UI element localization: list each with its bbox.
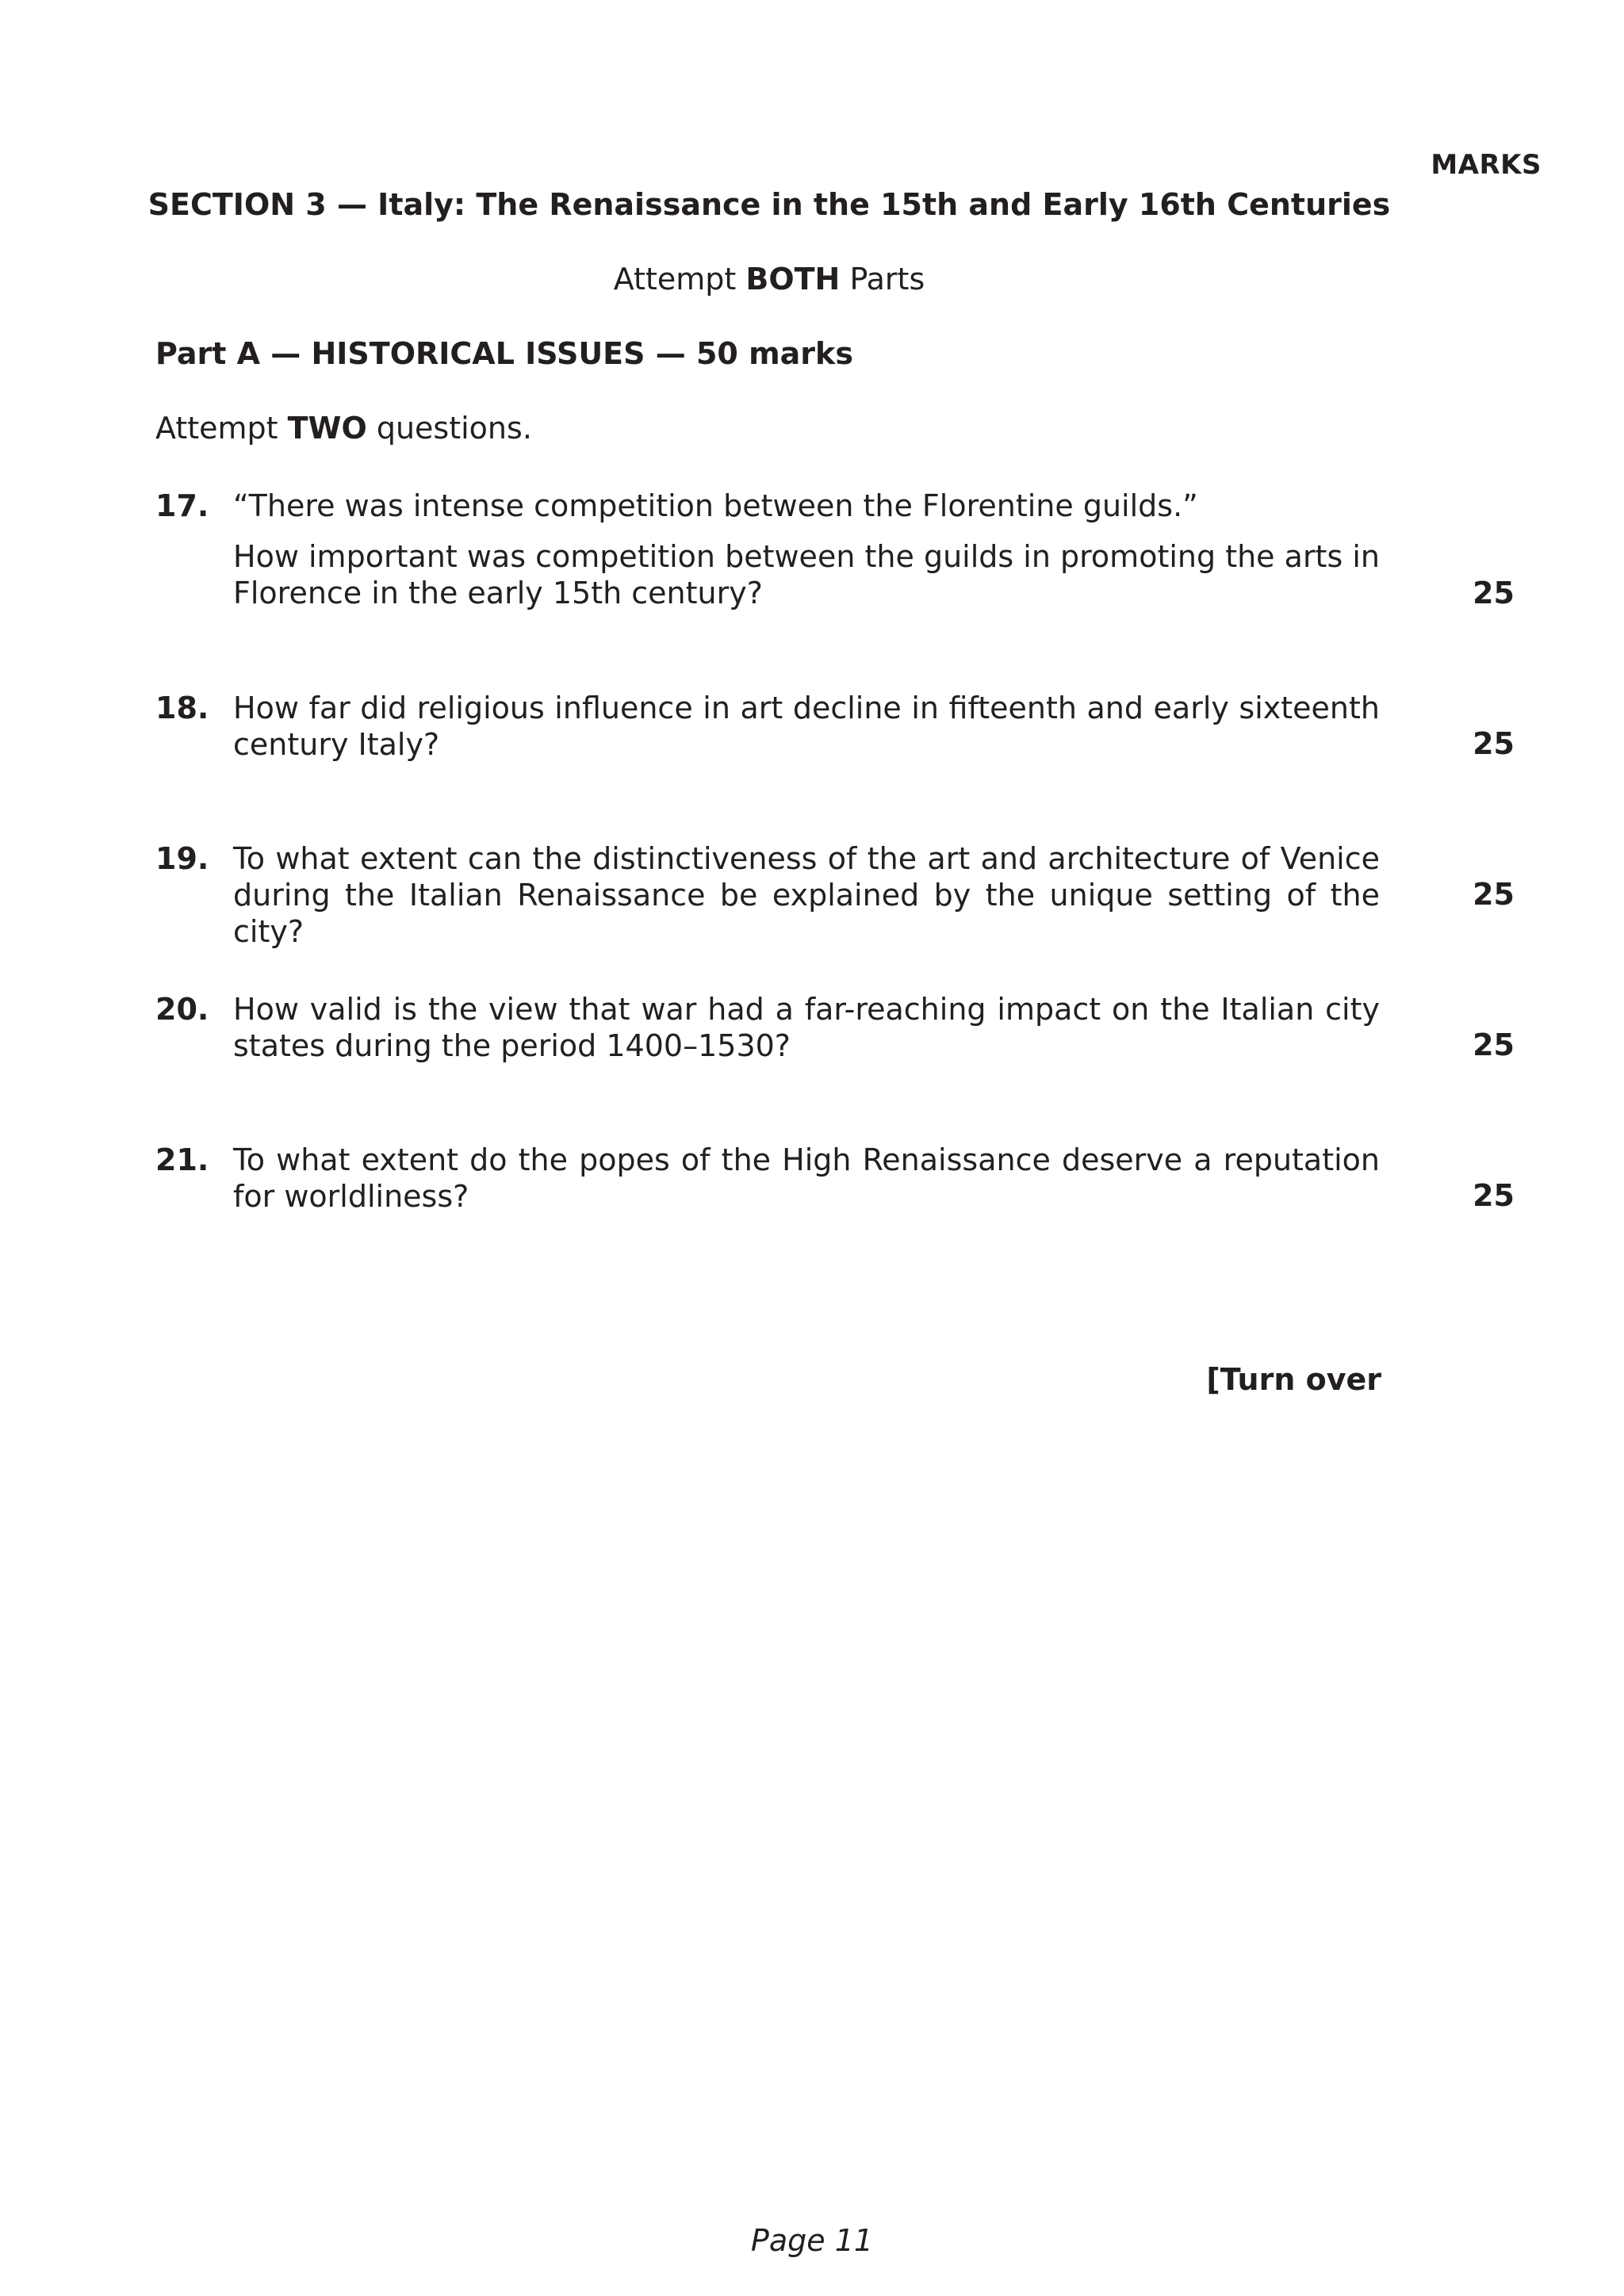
question-quote: “There was intense competition between the Florentine guilds.” [233, 488, 1198, 523]
question-number: 17. [155, 488, 209, 523]
question-number: 20. [155, 992, 209, 1027]
attempt-two-emphasis: TWO [287, 411, 367, 446]
attempt-both-instruction [0, 262, 1538, 297]
attempt-both-suffix: Parts [840, 262, 925, 297]
part-a-heading: Part A — HISTORICAL ISSUES — 50 marks [155, 336, 853, 371]
question-20-marks: 25 [1473, 1027, 1515, 1062]
question-body [233, 991, 1380, 1064]
section-title: SECTION 3 — Italy: The Renaissance in the 15th and Early 16th Centuries [147, 187, 1391, 222]
attempt-both-emphasis: BOTH [745, 262, 841, 297]
question-text: To what extent can the distinctiveness of the art and architecture of Venice during the Italian Renaissance be explained by the unique setting of the city? [233, 841, 1380, 949]
turn-over-label: [Turn over [1206, 1362, 1381, 1397]
question-body [233, 690, 1380, 763]
attempt-two-instruction [155, 411, 532, 446]
question-18-marks: 25 [1473, 726, 1515, 761]
attempt-two-prefix: Attempt [155, 411, 288, 446]
question-number: 18. [155, 691, 209, 725]
question-number: 21. [155, 1142, 209, 1177]
question-17-marks: 25 [1473, 576, 1515, 610]
question-text: How valid is the view that war had a far-reaching impact on the Italian city states during the period 1400–1530? [233, 992, 1380, 1063]
question-number: 19. [155, 841, 209, 876]
page-number: Page 11 [750, 2223, 874, 2258]
question-text: To what extent do the popes of the High Renaissance deserve a reputation for worldliness? [233, 1142, 1380, 1214]
question-body [233, 488, 1380, 611]
attempt-two-suffix: questions. [366, 411, 532, 446]
question-19-marks: 25 [1473, 877, 1515, 912]
question-text: How important was competition between the guilds in promoting the arts in Florence in the early 15th century? [233, 539, 1380, 610]
question-body [233, 1142, 1380, 1215]
question-text: How far did religious influence in art decline in fifteenth and early sixteenth century Italy? [233, 691, 1380, 762]
question-body [233, 840, 1380, 950]
attempt-both-prefix: Attempt [613, 262, 746, 297]
question-21-marks: 25 [1473, 1178, 1515, 1213]
marks-column-header: MARKS [1431, 149, 1542, 181]
